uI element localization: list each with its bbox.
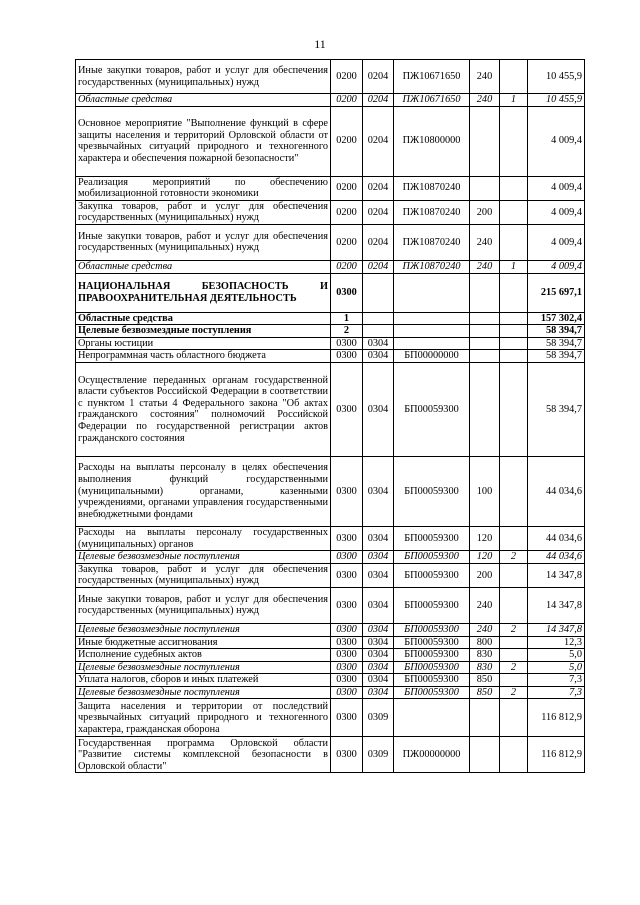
row-amount: 4 009,4 bbox=[528, 106, 585, 176]
row-expense-type: 240 bbox=[470, 224, 500, 260]
row-amount: 44 034,6 bbox=[528, 526, 585, 550]
row-target-article bbox=[394, 325, 470, 338]
row-funding-source bbox=[500, 674, 528, 687]
row-target-article: БП00059300 bbox=[394, 661, 470, 674]
row-amount: 116 812,9 bbox=[528, 699, 585, 737]
row-amount: 44 034,6 bbox=[528, 551, 585, 564]
table-row bbox=[76, 674, 585, 687]
row-subsection-code: 0204 bbox=[363, 260, 394, 273]
table-row bbox=[76, 337, 585, 350]
row-section-code: 0300 bbox=[331, 623, 363, 636]
row-subsection-code: 0304 bbox=[363, 456, 394, 526]
table-row bbox=[76, 106, 585, 176]
row-name: Органы юстиции bbox=[76, 337, 331, 350]
row-name: Исполнение судебных актов bbox=[76, 649, 331, 662]
row-subsection-code: 0304 bbox=[363, 350, 394, 363]
table-row bbox=[76, 60, 585, 94]
row-section-code: 0300 bbox=[331, 362, 363, 456]
row-funding-source: 2 bbox=[500, 686, 528, 699]
row-name: Осуществление переданных органам государственной власти субъектов Российской Федерации в соответствии с пунктом 1 статьи 4 Федерального закона "Об актах гражданского состояния" полномочий Российской Федерации по государственной регистрации актов гражданского состояния bbox=[76, 362, 331, 456]
row-section-code: 2 bbox=[331, 325, 363, 338]
row-funding-source: 2 bbox=[500, 661, 528, 674]
table-row bbox=[76, 325, 585, 338]
row-amount: 4 009,4 bbox=[528, 200, 585, 224]
table-row bbox=[76, 273, 585, 312]
row-subsection-code: 0304 bbox=[363, 551, 394, 564]
row-amount: 5,0 bbox=[528, 661, 585, 674]
table-row bbox=[76, 661, 585, 674]
row-funding-source bbox=[500, 699, 528, 737]
row-funding-source bbox=[500, 649, 528, 662]
row-amount: 4 009,4 bbox=[528, 176, 585, 200]
row-section-code: 0200 bbox=[331, 94, 363, 107]
row-name: Государственная программа Орловской области "Развитие системы комплексной безопасности в Орловской области" bbox=[76, 737, 331, 773]
row-expense-type bbox=[470, 176, 500, 200]
row-funding-source bbox=[500, 456, 528, 526]
row-section-code: 0300 bbox=[331, 649, 363, 662]
row-name: Целевые безвозмездные поступления bbox=[76, 623, 331, 636]
row-funding-source bbox=[500, 636, 528, 649]
row-amount: 10 455,9 bbox=[528, 60, 585, 94]
row-section-code: 0300 bbox=[331, 273, 363, 312]
row-name: Иные закупки товаров, работ и услуг для обеспечения государственных (муниципальных) нужд bbox=[76, 224, 331, 260]
table-row bbox=[76, 224, 585, 260]
row-target-article: ПЖ10870240 bbox=[394, 260, 470, 273]
row-name: Иные закупки товаров, работ и услуг для обеспечения государственных (муниципальных) нужд bbox=[76, 587, 331, 623]
row-expense-type bbox=[470, 325, 500, 338]
row-target-article: БП00059300 bbox=[394, 563, 470, 587]
row-amount: 44 034,6 bbox=[528, 456, 585, 526]
row-expense-type: 120 bbox=[470, 551, 500, 564]
row-name: Областные средства bbox=[76, 312, 331, 325]
row-section-code: 0300 bbox=[331, 587, 363, 623]
row-name: Целевые безвозмездные поступления bbox=[76, 686, 331, 699]
row-section-code: 0200 bbox=[331, 224, 363, 260]
row-target-article: БП00059300 bbox=[394, 649, 470, 662]
row-subsection-code: 0309 bbox=[363, 699, 394, 737]
row-expense-type: 100 bbox=[470, 456, 500, 526]
row-funding-source: 2 bbox=[500, 551, 528, 564]
row-amount: 5,0 bbox=[528, 649, 585, 662]
row-section-code: 0300 bbox=[331, 686, 363, 699]
row-target-article: БП00059300 bbox=[394, 456, 470, 526]
table-row bbox=[76, 176, 585, 200]
row-target-article: ПЖ10671650 bbox=[394, 94, 470, 107]
row-subsection-code: 0304 bbox=[363, 674, 394, 687]
table-row bbox=[76, 737, 585, 773]
table-row bbox=[76, 649, 585, 662]
row-name: Закупка товаров, работ и услуг для обеспечения государственных (муниципальных) нужд bbox=[76, 563, 331, 587]
row-funding-source bbox=[500, 587, 528, 623]
row-name: Областные средства bbox=[76, 260, 331, 273]
row-amount: 58 394,7 bbox=[528, 350, 585, 363]
row-subsection-code: 0204 bbox=[363, 176, 394, 200]
row-section-code: 0200 bbox=[331, 176, 363, 200]
row-subsection-code: 0304 bbox=[363, 362, 394, 456]
page-number: 11 bbox=[314, 37, 326, 51]
row-name: Областные средства bbox=[76, 94, 331, 107]
row-target-article: БП00059300 bbox=[394, 587, 470, 623]
row-section-code: 0300 bbox=[331, 674, 363, 687]
row-subsection-code bbox=[363, 312, 394, 325]
row-amount: 12,3 bbox=[528, 636, 585, 649]
row-subsection-code: 0304 bbox=[363, 686, 394, 699]
row-funding-source bbox=[500, 337, 528, 350]
row-target-article bbox=[394, 699, 470, 737]
table-row bbox=[76, 260, 585, 273]
row-subsection-code: 0304 bbox=[363, 526, 394, 550]
row-funding-source bbox=[500, 200, 528, 224]
row-expense-type bbox=[470, 699, 500, 737]
row-subsection-code: 0304 bbox=[363, 563, 394, 587]
row-target-article: БП00059300 bbox=[394, 623, 470, 636]
row-subsection-code: 0204 bbox=[363, 224, 394, 260]
row-amount: 7,3 bbox=[528, 674, 585, 687]
budget-table bbox=[75, 59, 585, 773]
row-expense-type: 120 bbox=[470, 526, 500, 550]
row-expense-type bbox=[470, 337, 500, 350]
row-section-code: 0300 bbox=[331, 636, 363, 649]
row-expense-type: 240 bbox=[470, 94, 500, 107]
row-name: Защита населения и территории от последствий чрезвычайных ситуаций природного и техногенного характера, гражданская оборона bbox=[76, 699, 331, 737]
row-section-code: 0300 bbox=[331, 563, 363, 587]
row-target-article bbox=[394, 312, 470, 325]
row-subsection-code: 0204 bbox=[363, 106, 394, 176]
row-funding-source bbox=[500, 526, 528, 550]
row-funding-source bbox=[500, 273, 528, 312]
row-expense-type bbox=[470, 106, 500, 176]
row-target-article: БП00059300 bbox=[394, 362, 470, 456]
row-subsection-code: 0204 bbox=[363, 94, 394, 107]
row-target-article bbox=[394, 337, 470, 350]
row-amount: 58 394,7 bbox=[528, 362, 585, 456]
row-expense-type: 200 bbox=[470, 200, 500, 224]
row-funding-source bbox=[500, 325, 528, 338]
row-subsection-code: 0304 bbox=[363, 636, 394, 649]
row-expense-type: 830 bbox=[470, 649, 500, 662]
row-expense-type: 240 bbox=[470, 587, 500, 623]
row-target-article: БП00059300 bbox=[394, 526, 470, 550]
row-expense-type: 830 bbox=[470, 661, 500, 674]
row-subsection-code: 0304 bbox=[363, 337, 394, 350]
table-row bbox=[76, 312, 585, 325]
row-funding-source bbox=[500, 362, 528, 456]
row-name: Расходы на выплаты персоналу в целях обеспечения выполнения функций государственными (муниципальными) органами, казенными учреждениями, органами управления государственными внебюджетными фондами bbox=[76, 456, 331, 526]
row-funding-source: 1 bbox=[500, 94, 528, 107]
table-row bbox=[76, 551, 585, 564]
row-target-article: ПЖ10671650 bbox=[394, 60, 470, 94]
row-name: Уплата налогов, сборов и иных платежей bbox=[76, 674, 331, 687]
row-name: Непрограммная часть областного бюджета bbox=[76, 350, 331, 363]
row-section-code: 0300 bbox=[331, 337, 363, 350]
row-name: Основное мероприятие "Выполнение функций в сфере защиты населения и территорий Орловской области от чрезвычайных ситуаций природного и техногенного характера и обеспечения пожарной безопасности" bbox=[76, 106, 331, 176]
table-row bbox=[76, 636, 585, 649]
row-subsection-code bbox=[363, 273, 394, 312]
row-expense-type bbox=[470, 362, 500, 456]
row-funding-source: 1 bbox=[500, 260, 528, 273]
row-target-article: ПЖ00000000 bbox=[394, 737, 470, 773]
row-amount: 58 394,7 bbox=[528, 337, 585, 350]
row-expense-type bbox=[470, 312, 500, 325]
row-funding-source bbox=[500, 176, 528, 200]
row-name: Иные бюджетные ассигнования bbox=[76, 636, 331, 649]
table-row bbox=[76, 686, 585, 699]
row-section-code: 0200 bbox=[331, 106, 363, 176]
row-amount: 215 697,1 bbox=[528, 273, 585, 312]
row-amount: 14 347,8 bbox=[528, 623, 585, 636]
table-row bbox=[76, 200, 585, 224]
table-row bbox=[76, 362, 585, 456]
row-subsection-code: 0309 bbox=[363, 737, 394, 773]
row-subsection-code bbox=[363, 325, 394, 338]
row-section-code: 0300 bbox=[331, 737, 363, 773]
row-expense-type bbox=[470, 737, 500, 773]
table-row bbox=[76, 526, 585, 550]
row-target-article: ПЖ10800000 bbox=[394, 106, 470, 176]
row-target-article: БП00059300 bbox=[394, 674, 470, 687]
row-target-article: ПЖ10870240 bbox=[394, 200, 470, 224]
row-subsection-code: 0204 bbox=[363, 60, 394, 94]
row-expense-type: 240 bbox=[470, 260, 500, 273]
row-name: Реализация мероприятий по обеспечению мобилизационной готовности экономики bbox=[76, 176, 331, 200]
table-row bbox=[76, 94, 585, 107]
row-funding-source bbox=[500, 350, 528, 363]
row-amount: 14 347,8 bbox=[528, 563, 585, 587]
row-amount: 58 394,7 bbox=[528, 325, 585, 338]
row-amount: 4 009,4 bbox=[528, 260, 585, 273]
row-section-code: 0300 bbox=[331, 526, 363, 550]
row-expense-type: 850 bbox=[470, 686, 500, 699]
row-subsection-code: 0304 bbox=[363, 661, 394, 674]
row-section-code: 0300 bbox=[331, 551, 363, 564]
table-row bbox=[76, 350, 585, 363]
row-name: Расходы на выплаты персоналу государственных (муниципальных) органов bbox=[76, 526, 331, 550]
row-expense-type bbox=[470, 350, 500, 363]
row-subsection-code: 0204 bbox=[363, 200, 394, 224]
budget-table-body bbox=[76, 60, 585, 773]
row-name: Целевые безвозмездные поступления bbox=[76, 325, 331, 338]
row-section-code: 0200 bbox=[331, 60, 363, 94]
table-row bbox=[76, 587, 585, 623]
table-row bbox=[76, 456, 585, 526]
row-section-code: 0300 bbox=[331, 456, 363, 526]
table-row bbox=[76, 623, 585, 636]
table-row bbox=[76, 699, 585, 737]
row-funding-source bbox=[500, 224, 528, 260]
row-amount: 14 347,8 bbox=[528, 587, 585, 623]
row-amount: 4 009,4 bbox=[528, 224, 585, 260]
row-target-article: БП00059300 bbox=[394, 636, 470, 649]
row-name: Закупка товаров, работ и услуг для обеспечения государственных (муниципальных) нужд bbox=[76, 200, 331, 224]
row-funding-source bbox=[500, 312, 528, 325]
row-section-code: 0200 bbox=[331, 260, 363, 273]
row-subsection-code: 0304 bbox=[363, 587, 394, 623]
row-target-article bbox=[394, 273, 470, 312]
row-name: Целевые безвозмездные поступления bbox=[76, 551, 331, 564]
row-amount: 157 302,4 bbox=[528, 312, 585, 325]
row-section-code: 1 bbox=[331, 312, 363, 325]
row-expense-type: 800 bbox=[470, 636, 500, 649]
row-target-article: ПЖ10870240 bbox=[394, 224, 470, 260]
row-target-article: БП00059300 bbox=[394, 686, 470, 699]
row-funding-source bbox=[500, 563, 528, 587]
row-name: Иные закупки товаров, работ и услуг для обеспечения государственных (муниципальных) нужд bbox=[76, 60, 331, 94]
row-target-article: БП00000000 bbox=[394, 350, 470, 363]
row-subsection-code: 0304 bbox=[363, 623, 394, 636]
row-section-code: 0300 bbox=[331, 699, 363, 737]
row-section-code: 0200 bbox=[331, 200, 363, 224]
row-name: Целевые безвозмездные поступления bbox=[76, 661, 331, 674]
row-amount: 116 812,9 bbox=[528, 737, 585, 773]
row-funding-source bbox=[500, 60, 528, 94]
row-funding-source: 2 bbox=[500, 623, 528, 636]
row-expense-type: 850 bbox=[470, 674, 500, 687]
row-expense-type: 200 bbox=[470, 563, 500, 587]
row-section-code: 0300 bbox=[331, 350, 363, 363]
row-expense-type bbox=[470, 273, 500, 312]
row-target-article: БП00059300 bbox=[394, 551, 470, 564]
table-row bbox=[76, 563, 585, 587]
row-amount: 7,3 bbox=[528, 686, 585, 699]
row-funding-source bbox=[500, 106, 528, 176]
row-amount: 10 455,9 bbox=[528, 94, 585, 107]
row-section-code: 0300 bbox=[331, 661, 363, 674]
row-target-article: ПЖ10870240 bbox=[394, 176, 470, 200]
row-subsection-code: 0304 bbox=[363, 649, 394, 662]
row-name: НАЦИОНАЛЬНАЯ БЕЗОПАСНОСТЬ И ПРАВООХРАНИТЕЛЬНАЯ ДЕЯТЕЛЬНОСТЬ bbox=[76, 273, 331, 312]
row-expense-type: 240 bbox=[470, 623, 500, 636]
row-expense-type: 240 bbox=[470, 60, 500, 94]
row-funding-source bbox=[500, 737, 528, 773]
